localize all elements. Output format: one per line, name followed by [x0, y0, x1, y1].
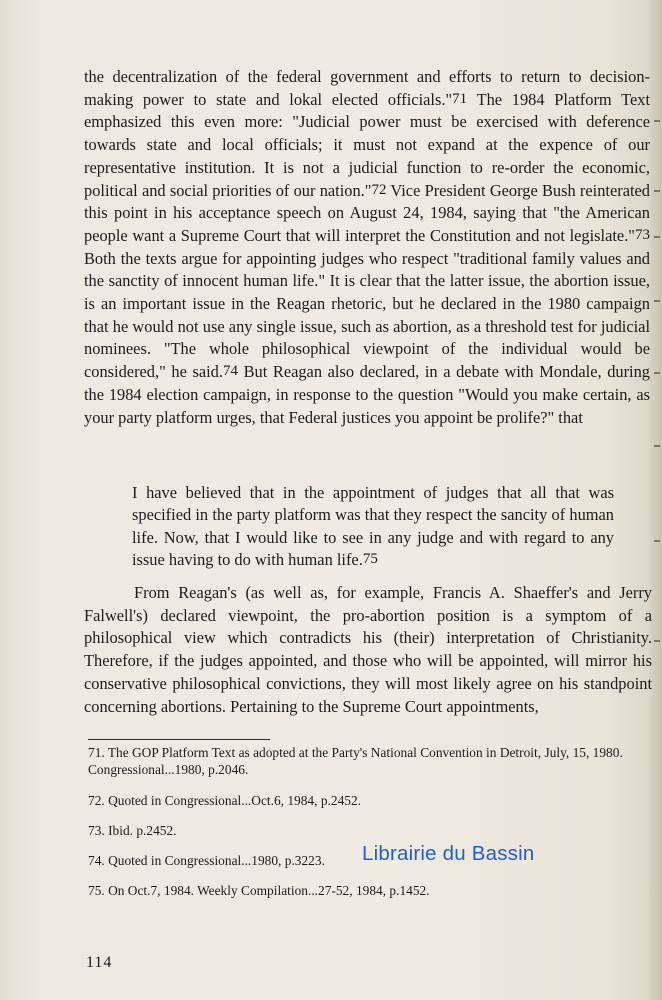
footnote-ref-73: 73 — [635, 226, 650, 243]
watermark: Librairie du Bassin — [362, 842, 535, 865]
footnote-ref-72: 72 — [371, 181, 387, 198]
footnotes — [88, 744, 650, 912]
footnote-ref-74: 74 — [222, 363, 238, 380]
paragraph-2: From Reagan's (as well as, for example, Francis A. Shaeffer's and Jerry Falwell's) declared viewpoint, the pro-abortion position is a symptom of a philosophical view which contradicts his (their) interpretation of Christianity. Therefore, if the judges appointed, and those who will be appointed, will mirror his conservative philosophical convictions, they will most likely agree on his standpoint concerning abortions. Pertaining to the Supreme Court appointments, — [84, 583, 652, 716]
footnote-75: 75. On Oct.7, 1984. Weekly Compilation...27-52, 1984, p.1452. — [88, 883, 430, 898]
footnote-ref-75: 75 — [362, 550, 378, 567]
block-quote: I have believed that in the appointment of judges that all that was specified in the party platform was that they respect the sancity of human life. Now, that I would like to see in any judge and with regard to any issue having to do with human life.$^{75}$ — [132, 483, 614, 569]
page-edge — [650, 0, 662, 1000]
footnote-ref-71: 71 — [452, 90, 468, 107]
footnote-divider — [88, 739, 270, 740]
main-paragraph — [84, 66, 650, 429]
page-number: 114 — [86, 954, 113, 971]
footnote-72: 72. Quoted in Congressional...Oct.6, 1984, p.2452. — [88, 793, 361, 808]
footnote-71: 71. The GOP Platform Text as adopted at the Party's National Convention in Detroit, July, 15, 1980. Congressional...1980, p.2046. — [88, 745, 623, 777]
paragraph-1: the decentralization of the federal government and efforts to return to decision-making power to state and lokal elected officials."$^{71}$ The 1984 Platform Text emphasized this even more: "Judicial power must be exercised with deference towards state and local officials; it must not expand at the expence of our representative institution. It is not a judicial function to re-order the economic, political and social priorities of our nation."$^{72}$ Vice President George Bush reinterated this point in his acceptance speech on August 24, 1984, saying that "the American people want a Supreme Court that will interpret the Constitution and not legislate."$^{73}$ Both the texts argue for appointing judges who respect "traditional family values and the sanctity of innocent human life." It is clear that the latter issue, the abortion issue, is an important issue in the Reagan rhetoric, but he declared in the 1980 campaign that he would not use any single issue, such as abortion, as a threshold test for judicial nominees. "The whole philosophical viewpoint of the individual would be considered," he said.$^{74}$ But Reagan also declared, in a debate with Mondale, during the 1984 election campaign, in response to the question "Would you make certain, as your party platform urges, that Federal justices you appoint be prolife?" that — [84, 67, 650, 427]
footnote-73: 73. Ibid. p.2452. — [88, 823, 177, 838]
footnote-74: 74. Quoted in Congressional...1980, p.3223. — [88, 853, 325, 868]
